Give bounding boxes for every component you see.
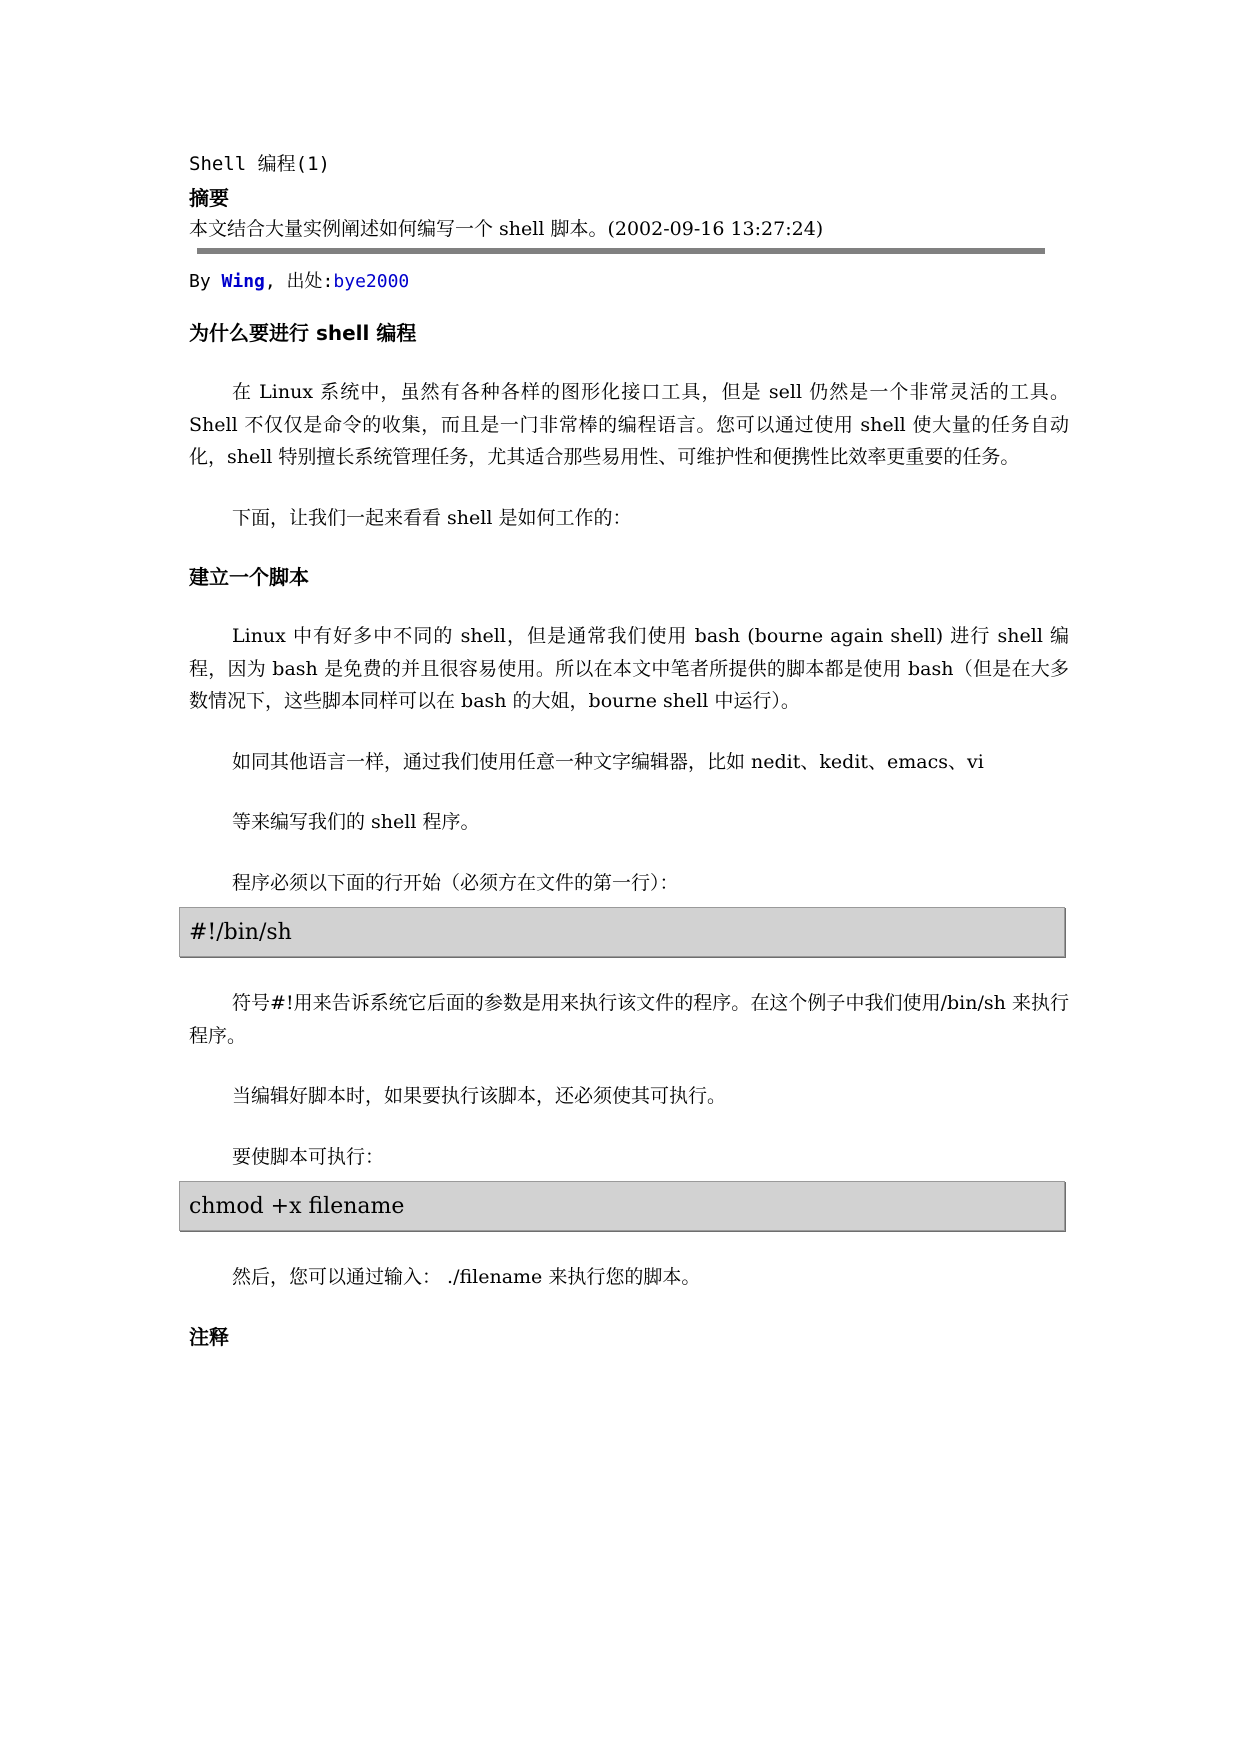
paragraph: 然后，您可以通过输入： ./filename 来执行您的脚本。: [232, 1266, 701, 1288]
byline-by: By: [189, 271, 222, 292]
paragraph: 如同其他语言一样，通过我们使用任意一种文字编辑器，比如 nedit、kedit、emacs、vi: [232, 750, 984, 773]
paragraph: 在 Linux 系统中，虽然有各种各样的图形化接口工具，但是 sell 仍然是一个非常灵活的工具。Shell 不仅仅是命令的收集，而且是一门非常棒的编程语言。您可以通过使用 shell 使大量的任务自动化，shell 特别擅长系统管理任务，尤其适合那些易用性、可维护性和便携性比效率更重要的任务。: [189, 381, 1069, 468]
source-link[interactable]: bye2000: [333, 271, 410, 292]
paragraph: 下面，让我们一起来看看 shell 是如何工作的：: [232, 506, 632, 529]
section-heading-why-shell: 为什么要进行 shell 编程: [189, 321, 417, 345]
paragraph: Linux 中有好多中不同的 shell，但是通常我们使用 bash (bourne again shell) 进行 shell 编程，因为 bash 是免费的并且很容易使用。所以在本文中笔者所提供的脚本都是使用 bash（但是在大多数情况下，这些脚本同样可以在 bash 的大姐，bourne shell 中运行）。: [189, 625, 1069, 712]
abstract-heading: 摘要: [189, 186, 229, 210]
byline: [189, 268, 1069, 296]
code-block-chmod: chmod +x filename: [179, 1181, 1065, 1231]
document-page: [189, 150, 1069, 1380]
abstract-text: 本文结合大量实例阐述如何编写一个 shell 脚本。(2002-09-16 13:27:24): [189, 218, 824, 240]
document-title: Shell 编程(1): [189, 153, 330, 175]
code-block-shebang: #!/bin/sh: [179, 907, 1065, 957]
author-link[interactable]: Wing: [221, 271, 265, 292]
paragraph: 要使脚本可执行：: [232, 1145, 385, 1168]
paragraph: 符号#!用来告诉系统它后面的参数是用来执行该文件的程序。在这个例子中我们使用/bin/sh 来执行程序。: [189, 992, 1069, 1047]
section-heading-comments: 注释: [189, 1324, 229, 1349]
section-heading-create-script: 建立一个脚本: [189, 565, 309, 589]
byline-separator: , 出处:: [264, 271, 334, 292]
paragraph: 当编辑好脚本时，如果要执行该脚本，还必须使其可执行。: [232, 1085, 727, 1107]
paragraph: 等来编写我们的 shell 程序。: [232, 811, 480, 833]
paragraph: 程序必须以下面的行开始（必须方在文件的第一行）：: [232, 871, 679, 894]
horizontal-rule: [197, 248, 1045, 254]
